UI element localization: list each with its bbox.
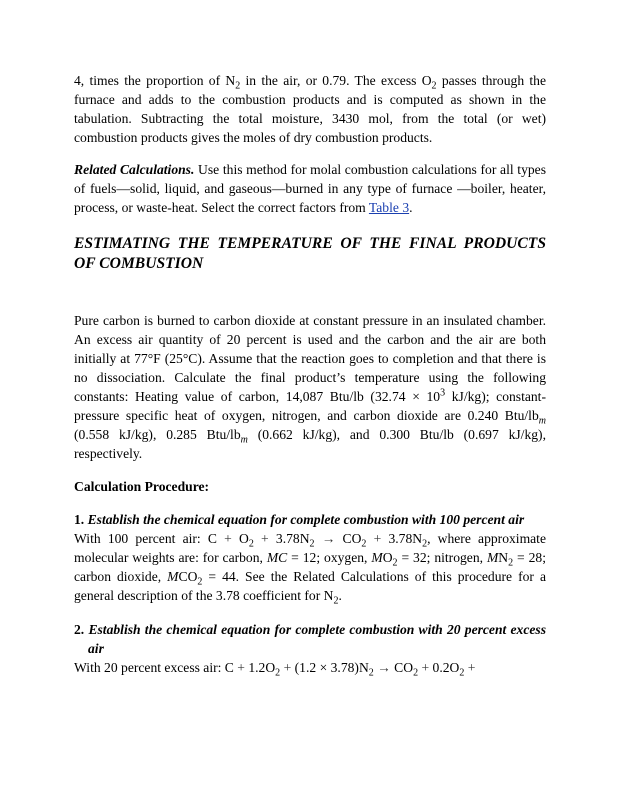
subscript: 2 (431, 80, 437, 92)
subscript: 2 (459, 667, 465, 679)
plus-symbol: + (261, 531, 269, 546)
subscript: 2 (333, 595, 339, 607)
subscript: 2 (361, 538, 367, 550)
subscript: 2 (422, 538, 428, 550)
variable: MC (266, 550, 288, 565)
text-run: 3.78N (381, 531, 423, 546)
text-run: . (409, 200, 413, 215)
subscript: 2 (235, 80, 241, 92)
text-run: 4, times the proportion of N (74, 73, 236, 88)
text-run: 1.2O (244, 660, 276, 675)
document-page (74, 71, 546, 692)
text-run: in the air, or 0.79. The excess O (240, 73, 432, 88)
text-run: (1.2 × 3.78)N (291, 660, 369, 675)
text-run: = 12; oxygen, (287, 550, 372, 565)
text-run (315, 531, 322, 546)
step-number: 2. (74, 622, 85, 637)
text-run: passes through the furnace and adds to the combustion products and is computed as shown in the tabulation. Subtracting the total moisture, 3430 mol, from the total (or wet) combustion products gives the moles of dry combustion products. (74, 73, 547, 145)
text-run: CO (390, 660, 414, 675)
step-title: Establish the chemical equation for complete combustion with 20 percent excess air (88, 622, 546, 656)
text-run: kJ/kg); constant-pressure specific heat of oxygen, nitrogen, and carbon dioxide are 0.240 Btu/lb (74, 389, 546, 423)
subscript: 2 (275, 667, 281, 679)
subscript: 2 (368, 667, 374, 679)
text-run: = 28; carbon dioxide, (74, 550, 546, 584)
text-run: With 100 percent air: C (74, 531, 225, 546)
subscript: m (240, 434, 248, 446)
plus-symbol: + (373, 531, 382, 546)
arrow-symbol: → (377, 660, 391, 675)
text-run: 0.2O (429, 660, 460, 675)
plus-symbol: + (421, 660, 430, 675)
intro-paragraph (74, 71, 546, 147)
subscript: 2 (508, 557, 514, 569)
step-number: 1. (74, 512, 85, 527)
plus-symbol: + (224, 531, 232, 546)
variable: M (486, 550, 499, 565)
related-calculations-paragraph (74, 160, 546, 217)
text-run: , where approximate molecular weights are: for carbon, (74, 531, 546, 565)
calculation-procedure-heading: Calculation Procedure: (74, 479, 210, 494)
superscript: 3 (440, 387, 446, 399)
step-1-heading (74, 510, 546, 529)
step-2-body (74, 658, 546, 677)
step-title: Establish the chemical equation for complete combustion with 100 percent air (87, 512, 525, 527)
step-1-body (74, 529, 546, 605)
table-3-link[interactable]: Table 3 (368, 200, 410, 215)
text-run (366, 531, 373, 546)
text-run: Use this method for molal combustion calculations for all types of fuels—solid, liquid, and gaseous—burned in any type of furnace —boiler, heater, process, or waste-heat. Select the correct factors from (74, 162, 546, 215)
plus-symbol: + (467, 660, 476, 675)
subscript: 2 (309, 538, 315, 550)
plus-symbol: + (237, 660, 245, 675)
text-run: . (338, 588, 342, 603)
text-run: (0.662 kJ/kg), and 0.300 Btu/lb (0.697 kJ/kg), respectively. (74, 427, 546, 461)
text-run: 3.78N (268, 531, 310, 546)
text-run: O (382, 550, 393, 565)
problem-paragraph (74, 311, 546, 463)
text-run (254, 531, 261, 546)
text-run: = 32; nitrogen, (397, 550, 487, 565)
subscript: m (538, 415, 546, 427)
plus-symbol: + (283, 660, 292, 675)
text-run: Pure carbon is burned to carbon dioxide at constant pressure in an insulated chamber. An excess air quantity of 20 percent is used and the carbon and the air are both initially at 77°F (25°C). Assume that the reaction goes to completion and that there is no dissociation. Calculate the final product’s temperature using the following constants: Heating value of carbon, 14,087 Btu/lb (32.74 × 10 (74, 313, 546, 404)
arrow-symbol: → (321, 531, 336, 546)
variable: M (167, 569, 179, 584)
subscript: 2 (392, 557, 398, 569)
subscript: 2 (197, 576, 203, 588)
text-run: N (498, 550, 509, 565)
variable: M (371, 550, 383, 565)
text-run: O (231, 531, 249, 546)
text-run: (0.558 kJ/kg), 0.285 Btu/lb (74, 427, 241, 442)
section-heading: ESTIMATING THE TEMPERATURE OF THE FINAL PRODUCTS OF COMBUSTION (74, 235, 546, 272)
text-run: CO (178, 569, 198, 584)
subscript: 2 (248, 538, 254, 550)
text-run: CO (335, 531, 362, 546)
text-run: With 20 percent excess air: C (74, 660, 238, 675)
text-run: = 44. See the Related Calculations of this procedure for a general description of the 3.78 coefficient for N (74, 569, 546, 603)
related-calculations-label: Related Calculations. (74, 162, 195, 177)
step-2-heading (74, 620, 546, 658)
subscript: 2 (413, 667, 419, 679)
